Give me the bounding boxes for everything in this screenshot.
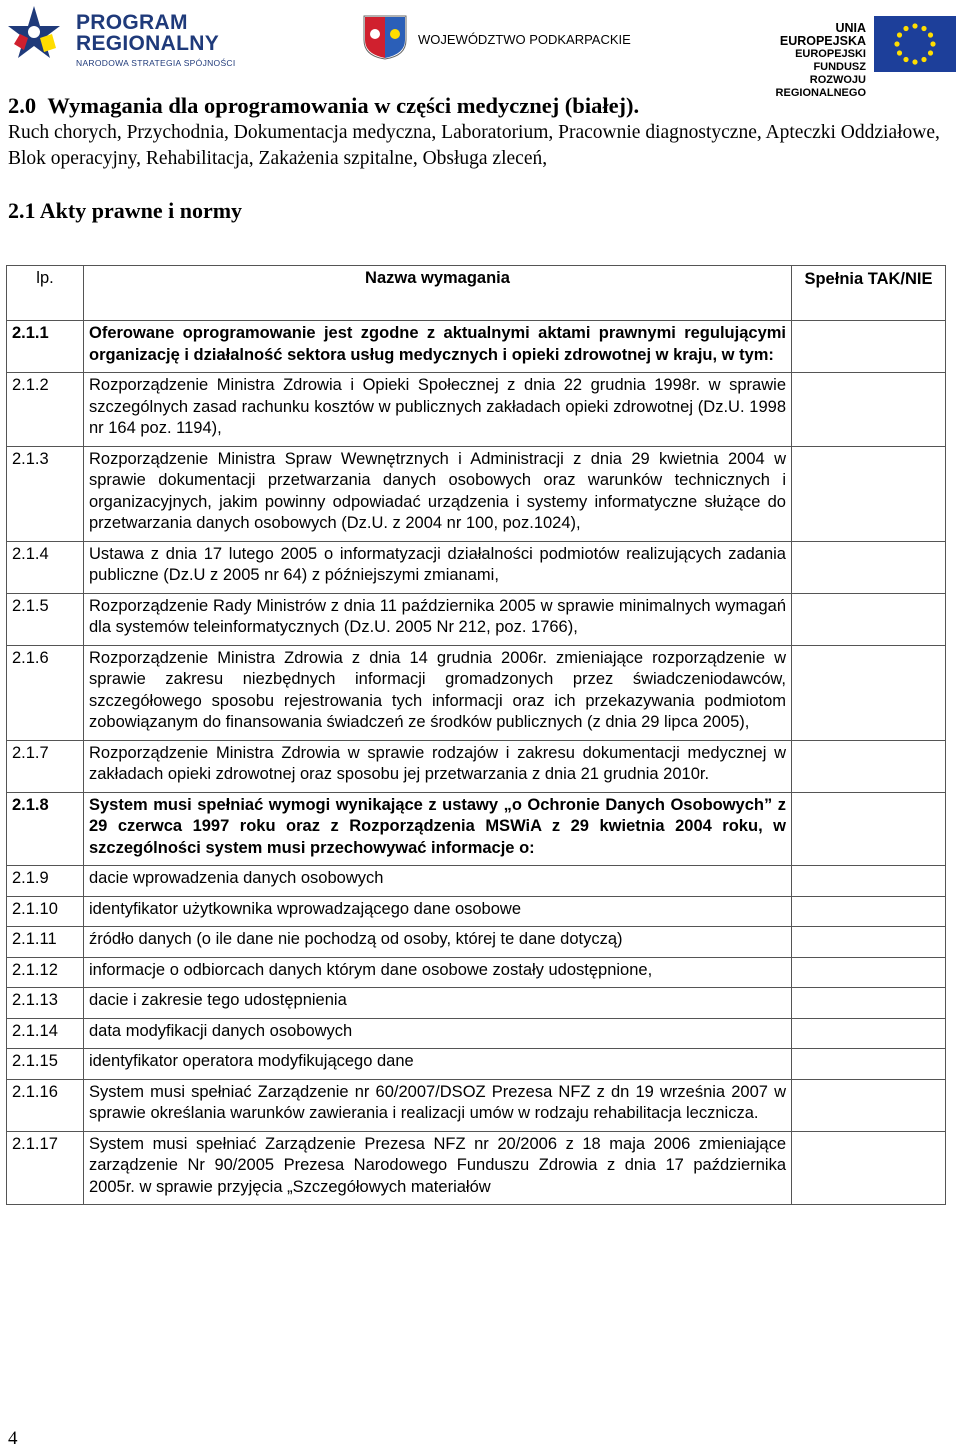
requirement-number: 2.1.11 <box>7 927 84 958</box>
header-name: Nazwa wymagania <box>84 266 792 321</box>
requirement-text: System musi spełniać Zarządzenie nr 60/2007/DSOZ Prezesa NFZ z dn 19 września 2007 w sprawie określania warunków zawierania i realizacji umów w rodzaju rehabilitacja lecznicza. <box>84 1079 792 1131</box>
requirement-number: 2.1.9 <box>7 866 84 897</box>
table-row <box>7 541 946 593</box>
requirement-number: 2.1.1 <box>7 321 84 373</box>
requirement-number: 2.1.3 <box>7 446 84 541</box>
meets-cell[interactable] <box>792 896 946 927</box>
meets-cell[interactable] <box>792 1049 946 1080</box>
requirement-text: źródło danych (o ile dane nie pochodzą od osoby, której te dane dotyczą) <box>84 927 792 958</box>
coat-of-arms-icon <box>362 14 408 60</box>
eu-flag-icon <box>874 16 956 72</box>
requirement-number: 2.1.14 <box>7 1018 84 1049</box>
requirement-text: Rozporządzenie Ministra Zdrowia z dnia 14 grudnia 2006r. zmieniające rozporządzenie w sprawie zakresu niezbędnych informacji gromadzonych przez świadczeniodawców, szczegółowego sposobu rejestrowania tych informacji oraz ich przekazywania podmiotom zobowiązanym do finansowania świadczeń ze środków publicznych (z dnia 29 lipca 2005), <box>84 645 792 740</box>
table-row <box>7 1049 946 1080</box>
meets-cell[interactable] <box>792 321 946 373</box>
requirement-number: 2.1.17 <box>7 1131 84 1205</box>
meets-cell[interactable] <box>792 927 946 958</box>
meets-cell[interactable] <box>792 645 946 740</box>
section-intro: Ruch chorych, Przychodnia, Dokumentacja medyczna, Laboratorium, Pracownie diagnostyczne, Apteczki Oddziałowe, Blok operacyjny, Rehabilitacja, Zakażenia szpitalne, Obsługa zleceń, <box>8 122 940 169</box>
requirement-text: data modyfikacji danych osobowych <box>84 1018 792 1049</box>
region-name: WOJEWÓDZTWO PODKARPACKIE <box>418 32 631 47</box>
table-row <box>7 1018 946 1049</box>
requirement-text: informacje o odbiorcach danych którym dane osobowe zostały udostępnione, <box>84 957 792 988</box>
table-row <box>7 645 946 740</box>
meets-cell[interactable] <box>792 593 946 645</box>
meets-cell[interactable] <box>792 373 946 447</box>
header-lp: lp. <box>7 266 84 321</box>
meets-cell[interactable] <box>792 988 946 1019</box>
table-row <box>7 1131 946 1205</box>
requirement-number: 2.1.8 <box>7 792 84 866</box>
requirement-number: 2.1.2 <box>7 373 84 447</box>
table-row <box>7 957 946 988</box>
program-star-icon <box>6 4 68 66</box>
requirement-text: dacie i zakresie tego udostępnienia <box>84 988 792 1019</box>
requirement-text: identyfikator użytkownika wprowadzającego dane osobowe <box>84 896 792 927</box>
requirement-number: 2.1.5 <box>7 593 84 645</box>
table-row <box>7 740 946 792</box>
meets-cell[interactable] <box>792 1018 946 1049</box>
requirement-number: 2.1.4 <box>7 541 84 593</box>
requirement-text: Rozporządzenie Ministra Zdrowia w sprawie rodzajów i zakresu dokumentacji medycznej w zakładach opieki zdrowotnej oraz sposobu jej przetwarzania z dnia 21 grudnia 2010r. <box>84 740 792 792</box>
requirement-text: System musi spełniać Zarządzenie Prezesa NFZ nr 20/2006 z 18 maja 2006 zmieniające zarządzenie Nr 90/2005 Prezesa Narodowego Funduszu Zdrowia z dnia 17 października 2005r. w sprawie przyjęcia „Szczegółowych materiałów <box>84 1131 792 1205</box>
table-row <box>7 866 946 897</box>
page-number: 4 <box>8 1428 18 1449</box>
meets-cell[interactable] <box>792 446 946 541</box>
meets-cell[interactable] <box>792 740 946 792</box>
meets-cell[interactable] <box>792 1079 946 1131</box>
page-header <box>0 0 960 99</box>
subsection-heading: 2.1 Akty prawne i normy <box>8 198 243 223</box>
requirement-number: 2.1.7 <box>7 740 84 792</box>
wojewodztwo-logo <box>362 14 642 58</box>
table-row <box>7 321 946 373</box>
requirement-number: 2.1.12 <box>7 957 84 988</box>
table-row <box>7 792 946 866</box>
table-row <box>7 1079 946 1131</box>
requirement-text: identyfikator operatora modyfikującego dane <box>84 1049 792 1080</box>
requirements-table <box>6 265 946 1205</box>
requirement-text: Rozporządzenie Rady Ministrów z dnia 11 października 2005 w sprawie minimalnych wymagań dla systemów teleinformatycznych (Dz.U. 2005 Nr 212, poz. 1766), <box>84 593 792 645</box>
program-regionalny-logo <box>6 4 246 70</box>
requirement-text: Oferowane oprogramowanie jest zgodne z aktualnymi aktami prawnymi regulującymi organizację i działalność sektora usług medycznych i opieki zdrowotnej w kraju, w tym: <box>84 321 792 373</box>
requirement-text: Ustawa z dnia 17 lutego 2005 o informatyzacji działalności podmiotów realizujących zadania publiczne (Dz.U z 2005 nr 64) z późniejszymi zmianami, <box>84 541 792 593</box>
requirement-text: Rozporządzenie Ministra Zdrowia i Opieki Społecznej z dnia 22 grudnia 1998r. w sprawie szczególnych zasad rachunku kosztów w publicznych zakładach opieki zdrowotnej (Dz.U. 1998 nr 164 poz. 1194), <box>84 373 792 447</box>
table-row <box>7 373 946 447</box>
meets-cell[interactable] <box>792 957 946 988</box>
requirement-text: Rozporządzenie Ministra Spraw Wewnętrznych i Administracji z dnia 29 kwietnia 2004 w sprawie dokumentacji przetwarzania danych osobowych oraz warunków technicznych i organizacyjnych, jakim powinny odpowiadać urządzenia i systemy informatyczne służące do przetwarzania danych osobowych (Dz.U. z 2004 nr 100, poz.1024), <box>84 446 792 541</box>
requirement-text: dacie wprowadzenia danych osobowych <box>84 866 792 897</box>
meets-cell[interactable] <box>792 792 946 866</box>
eu-text: UNIA EUROPEJSKA EUROPEJSKI FUNDUSZ ROZWOJU REGIONALNEGO <box>775 21 866 99</box>
table-row <box>7 446 946 541</box>
table-row <box>7 988 946 1019</box>
section-heading: 2.0 Wymagania dla oprogramowania w części medycznej (białej). <box>8 93 640 118</box>
requirement-text: System musi spełniać wymogi wynikające z ustawy „o Ochronie Danych Osobowych” z 29 czerwca 1997 roku oraz z Rozporządzenia MSWiA z 29 kwietnia 2004 roku, w szczególności system musi przechowywać informacje o: <box>84 792 792 866</box>
requirement-number: 2.1.10 <box>7 896 84 927</box>
table-row <box>7 593 946 645</box>
table-header-row <box>7 266 946 321</box>
requirement-number: 2.1.13 <box>7 988 84 1019</box>
requirement-number: 2.1.16 <box>7 1079 84 1131</box>
requirement-number: 2.1.15 <box>7 1049 84 1080</box>
meets-cell[interactable] <box>792 541 946 593</box>
table-row <box>7 896 946 927</box>
requirement-number: 2.1.6 <box>7 645 84 740</box>
program-subtitle: NARODOWA STRATEGIA SPÓJNOŚCI <box>76 58 236 68</box>
meets-cell[interactable] <box>792 1131 946 1205</box>
meets-cell[interactable] <box>792 866 946 897</box>
table-row <box>7 927 946 958</box>
header-meets: Spełnia TAK/NIE <box>792 266 946 321</box>
program-title: PROGRAM REGIONALNY <box>76 11 220 55</box>
eu-logo <box>748 12 958 99</box>
